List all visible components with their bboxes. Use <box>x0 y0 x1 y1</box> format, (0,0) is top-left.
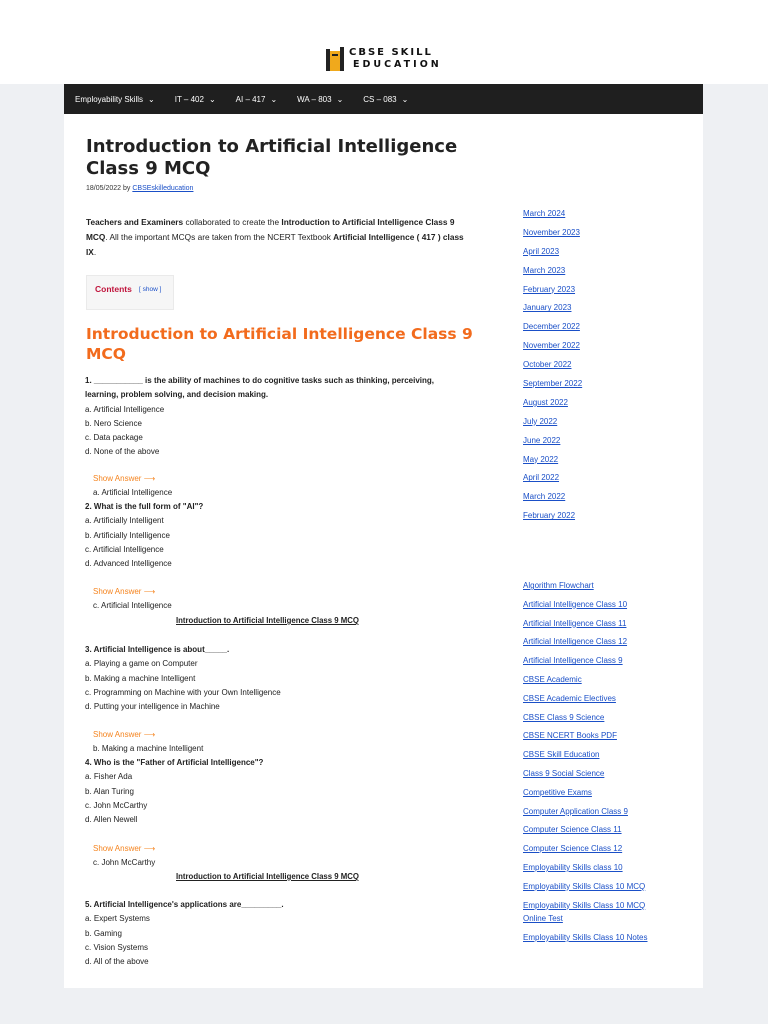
intro-text: collaborated to create the <box>183 217 282 227</box>
option: d. All of the above <box>85 957 149 967</box>
question-text: 1. ___________ is the ability of machines to do cognitive tasks such as thinking, perceiving, learning, problem solving, and decision making. <box>85 376 435 400</box>
related-link[interactable]: Introduction to Artificial Intelligence Class 9 MCQ <box>176 872 359 881</box>
archive-link[interactable]: July 2022 <box>523 416 558 426</box>
show-answer-button[interactable]: Show Answer ⟶ <box>93 730 156 739</box>
author-link[interactable]: CBSEskilleducation <box>132 185 194 192</box>
intro-paragraph <box>86 215 466 260</box>
archive-link[interactable]: March 2024 <box>523 209 566 218</box>
category-link[interactable]: CBSE Skill Education <box>523 750 600 760</box>
site-logo[interactable] <box>325 46 442 72</box>
toc-title: Contents <box>95 284 132 294</box>
archive-link[interactable]: December 2022 <box>523 322 580 332</box>
nav-label: WA – 803 <box>297 94 332 104</box>
chevron-down-icon: ⌄ <box>336 94 344 104</box>
option: c. Programming on Machine with your Own Intelligence <box>85 687 281 697</box>
page-title: Introduction to Artificial Intelligence Class 9 MCQ <box>86 136 458 179</box>
option: a. Fisher Ada <box>85 772 133 782</box>
nav-label: CS – 083 <box>363 94 397 104</box>
site-header <box>0 0 768 84</box>
chevron-down-icon: ⌄ <box>148 94 155 104</box>
chevron-down-icon: ⌄ <box>401 94 409 104</box>
option: c. Vision Systems <box>85 942 148 952</box>
archive-link[interactable]: April 2022 <box>523 473 560 483</box>
logo-line-1: CBSE SKILL <box>349 47 433 58</box>
archive-link[interactable]: May 2022 <box>523 454 559 464</box>
category-link[interactable]: Algorithm Flowchart <box>523 581 594 590</box>
question-1 <box>85 374 465 460</box>
option: b. Nero Science <box>85 418 142 428</box>
category-link[interactable]: CBSE NCERT Books PDF <box>523 731 617 741</box>
book-logo-icon <box>325 46 345 72</box>
intro-bold: Teachers and Examiners <box>86 217 184 227</box>
category-link[interactable]: Employability Skills class 10 <box>523 862 623 872</box>
question-text: 5. Artificial Intelligence's applications are_________. <box>85 900 284 909</box>
option: d. Allen Newell <box>85 815 138 825</box>
nav-it-402[interactable] <box>165 95 226 104</box>
option: b. Artificially Intelligence <box>85 530 170 540</box>
question-text: 2. What is the full form of "AI"? <box>85 502 204 511</box>
post-meta <box>86 185 193 192</box>
archive-link[interactable]: January 2023 <box>523 303 572 313</box>
table-of-contents <box>86 275 174 310</box>
answer-block-3 <box>93 728 203 756</box>
category-link[interactable]: Artificial Intelligence Class 10 <box>523 599 628 609</box>
intro-bold: Artificial Intelligence ( 417 ) class IX <box>86 232 464 257</box>
option: c. Data package <box>85 433 143 443</box>
category-link[interactable]: Class 9 Social Science <box>523 768 605 778</box>
content-area <box>64 114 703 988</box>
category-link[interactable]: Computer Application Class 9 <box>523 806 628 816</box>
archive-link[interactable]: October 2022 <box>523 360 572 370</box>
answer-block-2 <box>93 585 172 613</box>
answer-text: c. Artificial Intelligence <box>93 601 172 610</box>
section-heading: Introduction to Artificial Intelligence Class 9 MCQ <box>86 325 473 363</box>
option: a. Artificial Intelligence <box>85 404 165 414</box>
category-link[interactable]: CBSE Academic <box>523 674 582 684</box>
category-link[interactable]: CBSE Class 9 Science <box>523 712 605 722</box>
category-link[interactable]: CBSE Academic Electives <box>523 693 616 703</box>
answer-block-1 <box>93 472 172 500</box>
show-answer-button[interactable]: Show Answer ⟶ <box>93 587 156 596</box>
post-date: 18/05/2022 <box>86 185 122 192</box>
question-4 <box>85 756 465 827</box>
archive-link[interactable]: February 2022 <box>523 511 576 521</box>
main-nav <box>64 84 703 114</box>
archive-link[interactable]: March 2022 <box>523 492 566 502</box>
question-2 <box>85 500 465 571</box>
option: c. John McCarthy <box>85 800 148 810</box>
option: d. Putting your intelligence in Machine <box>85 702 220 712</box>
sidebar-archives <box>523 209 582 530</box>
intro-text: . <box>93 247 97 257</box>
question-text: 4. Who is the "Father of Artificial Intelligence"? <box>85 758 264 767</box>
archive-link[interactable]: November 2022 <box>523 341 580 351</box>
category-link[interactable]: Employability Skills Class 10 MCQ <box>523 881 646 891</box>
answer-text: c. John McCarthy <box>93 858 156 867</box>
category-link[interactable]: Artificial Intelligence Class 9 <box>523 656 623 666</box>
archive-link[interactable]: September 2022 <box>523 379 583 389</box>
option: c. Artificial Intelligence <box>85 544 164 554</box>
archive-link[interactable]: February 2023 <box>523 284 576 294</box>
category-link[interactable]: Employability Skills Class 10 Notes <box>523 932 648 942</box>
archive-link[interactable]: November 2023 <box>523 227 580 237</box>
option: a. Expert Systems <box>85 914 150 924</box>
show-answer-button[interactable]: Show Answer ⟶ <box>93 844 156 853</box>
intro-bold: Introduction to Artificial Intelligence Class 9 MCQ <box>86 217 455 242</box>
logo-line-2: EDUCATION <box>353 59 442 70</box>
nav-label: AI – 417 <box>235 94 266 104</box>
nav-cs-083[interactable] <box>353 95 418 104</box>
archive-link[interactable]: August 2022 <box>523 397 568 407</box>
category-link[interactable]: Artificial Intelligence Class 12 <box>523 637 628 647</box>
option: d. Advanced Intelligence <box>85 559 172 569</box>
sidebar-categories <box>523 579 651 950</box>
nav-employability-skills[interactable] <box>64 95 165 104</box>
nav-wa-803[interactable] <box>287 95 353 104</box>
post-by: by <box>123 185 131 192</box>
option: b. Alan Turing <box>85 786 134 796</box>
nav-ai-417[interactable] <box>226 95 288 104</box>
related-link[interactable]: Introduction to Artificial Intelligence Class 9 MCQ <box>176 616 359 625</box>
archive-link[interactable]: June 2022 <box>523 435 561 445</box>
option: a. Artificially Intelligent <box>85 516 164 526</box>
question-5 <box>85 898 465 969</box>
archive-link[interactable]: March 2023 <box>523 265 566 275</box>
question-3 <box>85 643 465 714</box>
option: d. None of the above <box>85 447 160 457</box>
archive-link[interactable]: April 2023 <box>523 246 560 256</box>
chevron-down-icon: ⌄ <box>270 94 278 104</box>
nav-label: Employability Skills <box>75 94 144 104</box>
option: a. Playing a game on Computer <box>85 659 198 669</box>
answer-block-4 <box>93 842 155 870</box>
category-link[interactable]: Artificial Intelligence Class 11 <box>523 618 627 628</box>
intro-text: . All the important MCQs are taken from the NCERT Textbook <box>105 232 334 242</box>
answer-text: a. Artificial Intelligence <box>93 488 173 497</box>
category-link[interactable]: Computer Science Class 12 <box>523 844 623 854</box>
toc-show-toggle[interactable]: [ show ] <box>139 286 162 293</box>
show-answer-button[interactable]: Show Answer ⟶ <box>93 474 156 483</box>
chevron-down-icon: ⌄ <box>208 94 216 104</box>
nav-label: IT – 402 <box>174 94 204 104</box>
answer-text: b. Making a machine Intelligent <box>93 744 204 753</box>
category-link[interactable]: Competitive Exams <box>523 787 592 797</box>
category-link[interactable]: Employability Skills Class 10 MCQ Online Test <box>523 900 646 924</box>
question-text: 3. Artificial Intelligence is about_____. <box>85 645 230 654</box>
category-link[interactable]: Computer Science Class 11 <box>523 825 622 835</box>
option: b. Gaming <box>85 928 122 938</box>
option: b. Making a machine Intelligent <box>85 673 196 683</box>
